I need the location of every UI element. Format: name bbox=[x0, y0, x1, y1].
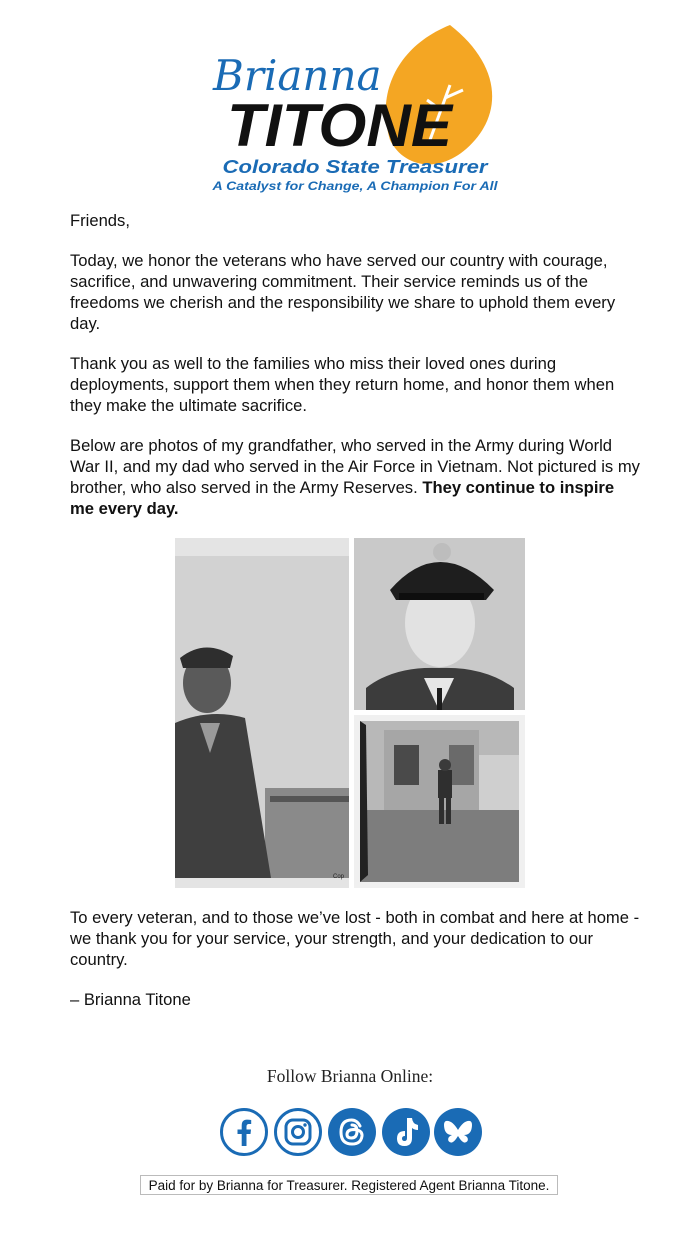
paragraph-families: Thank you as well to the families who miss their loved ones during deployments, support them when they return home, and honor them when they make the ultimate sacrifice. bbox=[70, 354, 615, 415]
paragraph-photos bbox=[70, 435, 640, 519]
paragraph-honor: Today, we honor the veterans who have served our country with courage, sacrifice, and unwavering commitment. Their service reminds us of the freedoms we cherish and the responsibility we share to uphold them every day. bbox=[70, 251, 616, 333]
tiktok-link[interactable] bbox=[381, 1107, 431, 1157]
paragraph-photos-emphasis: They continue to inspire me every day. bbox=[70, 478, 615, 518]
greeting: Friends, bbox=[70, 211, 130, 230]
facebook-icon bbox=[219, 1107, 269, 1157]
photo-collage bbox=[175, 538, 525, 888]
letter-body bbox=[70, 210, 640, 538]
signoff: – Brianna Titone bbox=[70, 990, 191, 1009]
follow-heading: Follow Brianna Online: bbox=[266, 1066, 434, 1086]
father-portrait-photo bbox=[354, 538, 525, 710]
logo-last-name: TITONE bbox=[227, 92, 455, 159]
threads-icon bbox=[327, 1107, 377, 1157]
threads-link[interactable] bbox=[327, 1107, 377, 1157]
letter-closing bbox=[70, 907, 640, 1029]
bluesky-icon bbox=[433, 1107, 483, 1157]
paragraph-photos-text: Below are photos of my grandfather, who served in the Army during World War II, and my dad who served in the Air Force in Vietnam. Not pictured is my brother, who also served in the Army Reserves. bbox=[70, 436, 640, 497]
grandfather-photo bbox=[175, 538, 349, 888]
logo-first-name: Brianna bbox=[213, 51, 382, 100]
social-links bbox=[219, 1107, 484, 1157]
facebook-link[interactable] bbox=[219, 1107, 269, 1157]
bluesky-link[interactable] bbox=[433, 1107, 483, 1157]
campaign-logo bbox=[205, 20, 505, 200]
paragraph-thanks: To every veteran, and to those we’ve lost - both in combat and here at home - we thank you for your service, your strength, and your dedication to our country. bbox=[70, 908, 640, 969]
logo-office: Colorado State Treasurer bbox=[222, 157, 489, 177]
paid-for-disclaimer: Paid for by Brianna for Treasurer. Registered Agent Brianna Titone. bbox=[140, 1175, 558, 1195]
tiktok-icon bbox=[381, 1107, 431, 1157]
logo-tagline: A Catalyst for Change, A Champion For All bbox=[211, 181, 499, 193]
father-standing-photo bbox=[354, 715, 525, 888]
instagram-icon bbox=[273, 1107, 323, 1157]
instagram-link[interactable] bbox=[273, 1107, 323, 1157]
photo-caption-fragment: Cop bbox=[333, 874, 345, 880]
